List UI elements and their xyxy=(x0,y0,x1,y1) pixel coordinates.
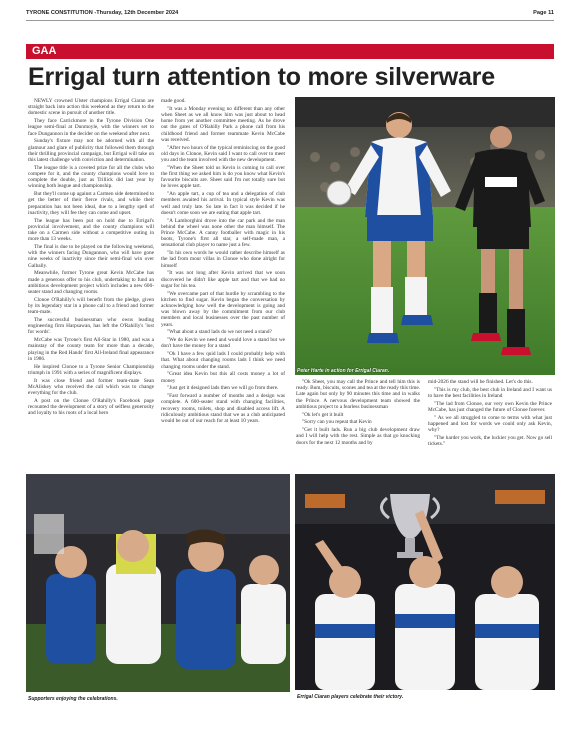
paragraph: McCabe was Tyrone's first All-Star in 1980, and was a mainstay of the county team for more than a decade, playing in the Red Hands' first All-Ireland final appearance in 1986. xyxy=(28,337,154,362)
paragraph: "An apple tart, a cup of tea and a delegation of club members awaited his arrival. In typical style Kevin was well and truly late. So late in fact it was decided if he doesn't come soon we are eating that apple tart. xyxy=(161,191,285,216)
paragraph: made good. xyxy=(161,98,186,104)
article-column-4 xyxy=(428,379,552,471)
paragraph: "Get it built lads. Run a big club development draw and I will help with the rest. Simple as that go knocking doors for the next 12 months and by xyxy=(296,427,420,446)
masthead xyxy=(26,8,554,21)
article-column-1 xyxy=(28,98,154,468)
paragraph: "Fast forward a number of months and a design was complete. A 600-seater stand with changing facilities, recovery rooms, toilets, shop and disabled access lift. A ridiculously ambitious stand that we as a club anticipated would be out of our reach for at least 10 years. xyxy=(161,393,285,425)
action-photo xyxy=(295,97,555,375)
supporters-photo xyxy=(26,474,290,692)
action-photo-caption: Peter Harte in action for Errigal Ciaran. xyxy=(297,368,390,374)
paragraph: "After two hours of the typical reminiscing on the good old days in Clonoe, Kevin said I want to call over to meet you and the team involved with the new development. xyxy=(161,144,285,164)
section-label-bar: GAA xyxy=(26,44,554,59)
paragraph: "Sorry can you repeat that Kevin xyxy=(302,419,372,426)
celebration-photo-caption: Errigal Ciaran players celebrate their victory. xyxy=(297,694,404,700)
paragraph: "It was not long after Kevin arrived that we soon discovered he didn't like apple tart and that we had no sugar for his tea. xyxy=(161,270,285,289)
paragraph: "The lad from Clonoe, our very own Kevin the Prince McCabe, has just changed the future of Clonoe forever. xyxy=(428,400,552,413)
celebration-photo xyxy=(295,474,555,690)
paragraph: Meanwhile, former Tyrone great Kevin McCabe has made a generous offer to his club, undertaking to fund an ambitious development project which includes a new 600-seater stand and changing rooms. xyxy=(28,270,154,296)
paragraph: The league has been put on hold due to Errigal's provincial involvement, and the county champions will take on a Carmen side without a competitive outing in more than 13 weeks. xyxy=(28,217,154,243)
celebration-photo-illustration xyxy=(295,474,555,690)
article-column-3 xyxy=(296,379,420,471)
paragraph: "What about a stand lads do we not need a stand? xyxy=(167,329,272,336)
paragraph: "In his own words he would rather describe himself as the lad from mour villas in Clonoe who done alright for himself xyxy=(161,250,285,269)
paragraph: "We overcame part of that hurdle by scrambling to the kitchen to find sugar. Kevin began the conversation by acknowledging how well the development is going and was blown away by the commitment from our club members and local businesses over the past number of years. xyxy=(161,290,285,328)
paragraph: The successful businessman who owns leading engineering firm Harpsawan, has left the O'Rahilly's 'lost for words'. xyxy=(28,317,154,336)
masthead-page-number: Page 11 xyxy=(533,10,554,16)
paragraph: "Ok I have a few quid lads I could probably help with that. What about changing rooms lads I think we need changing rooms under the stand. xyxy=(161,351,285,370)
paragraph: The final is due to be played on the following weekend, with the winners facing Dungannon, who will have gone nine weeks of inactivity since their semi-final win over Galbally. xyxy=(28,244,154,269)
supporters-photo-caption: Supporters enjoying the celebrations. xyxy=(28,696,118,702)
paragraph: "When the Sheet told us Kevin is coming to call over the first thing we asked him is do you know what Kevin's favourite biscuits are. Sheet said I'm not totally sure but he loves apple tart. xyxy=(161,164,285,190)
paragraph: "Just get it designed lads then we will go from there. xyxy=(167,385,279,392)
action-photo-illustration xyxy=(295,97,555,375)
paragraph: But they'll come up against a Carmen side determined to get the better of their fierce rivals, and while their preparation has not been ideal, due to a lengthy spell of inactivity, they will fee they can come and upset. xyxy=(28,191,154,216)
paragraph: " As we all struggled to come to terms with what just happened and lost for words we could only ask Kevin, why? xyxy=(428,414,552,434)
paragraph: Sunday's fixture may not be adorned with all the glamour and glare of publicity that followed them through their thrilling provincial campaign, but Errigal will take on this latest challenge with conviction and determination. xyxy=(28,138,154,164)
paragraph: "Ok let's get it built xyxy=(302,411,344,418)
football xyxy=(327,181,351,205)
paragraph: mid-2026 the stand will be finished. Let's do this. xyxy=(428,379,533,385)
paragraph: "Great idea Kevin but this all costs money a lot of money xyxy=(161,371,285,384)
article-headline: Errigal turn attention to more silverware xyxy=(28,63,495,91)
article-column-2 xyxy=(161,98,285,468)
paragraph: "We do Kevin we need and would love a stand but we don't have the money for a stand xyxy=(161,337,285,350)
supporters-photo-illustration xyxy=(26,474,290,692)
paragraph: "This is my club, the best club in Ireland and I want us to have the best facilities in Ireland xyxy=(428,386,552,399)
paragraph: He inspired Clonoe to a Tyrone Senior Championship triumph in 1991 with a series of magnificent displays. xyxy=(28,363,154,376)
paragraph: "The harder you work, the luckier you get. Now go sell tickets." xyxy=(428,435,552,448)
paragraph: The league title is a coveted prize for all the clubs who compete for it, and the county champions would love to complete the double, just as Trillick did last year by winning both league and championship. xyxy=(28,164,154,190)
masthead-publication-date: TYRONE CONSTITUTION -Thursday, 12th December 2024 xyxy=(26,10,179,16)
paragraph: They face Carrickmore in the Tyrone Division One league semi-final at Dunmoyle, with the winners set to face Dungannon in the decider on the weekend after next. xyxy=(28,118,154,137)
paragraph: Clonoe O'Rahilly's will benefit from the pledge, given by its legendary star in a phone call to a friend and former team-mate. xyxy=(28,296,154,316)
paragraph: It was close friend and former team-mate Sean McAliskey who received the call which was to change everything for the club. xyxy=(28,377,154,397)
paragraph: NEWLY crowned Ulster champions Errigal Ciaran are straight back into action this weekend as they return to the domestic scene in pursuit of another title. xyxy=(28,98,154,117)
paragraph: "It was a Monday evening no different than any other when Sheet as we all know him was just about to head home from yet another committee meeting. As he drove out the gates of O'Rahilly Park a phone call from his childhood friend and former teammate Kevin McCabe was received. xyxy=(161,105,285,143)
paragraph: "A Lamborghini drove into the car park and the man behind the wheel was none other the man himself. The Prince McCabe. A canny footballer with magic in his boots, Tyrone's first all star, a self-made man, a sensational club player to name just a few. xyxy=(161,217,285,249)
paragraph: "Ok Sheet, you may call the Prince and tell him this is ready. Bum, biscuits, scones and tea at the ready this time. Late again but only by 90 minutes this time and in walks the Prince. A nervous development team showed the ambitious project to a fearless businessman xyxy=(296,379,420,410)
paragraph: A post on the Clonoe O'Rahilly's Facebook page recounted the development of a story of selfless generosity and loyalty to his roots of a local hero xyxy=(28,397,154,417)
